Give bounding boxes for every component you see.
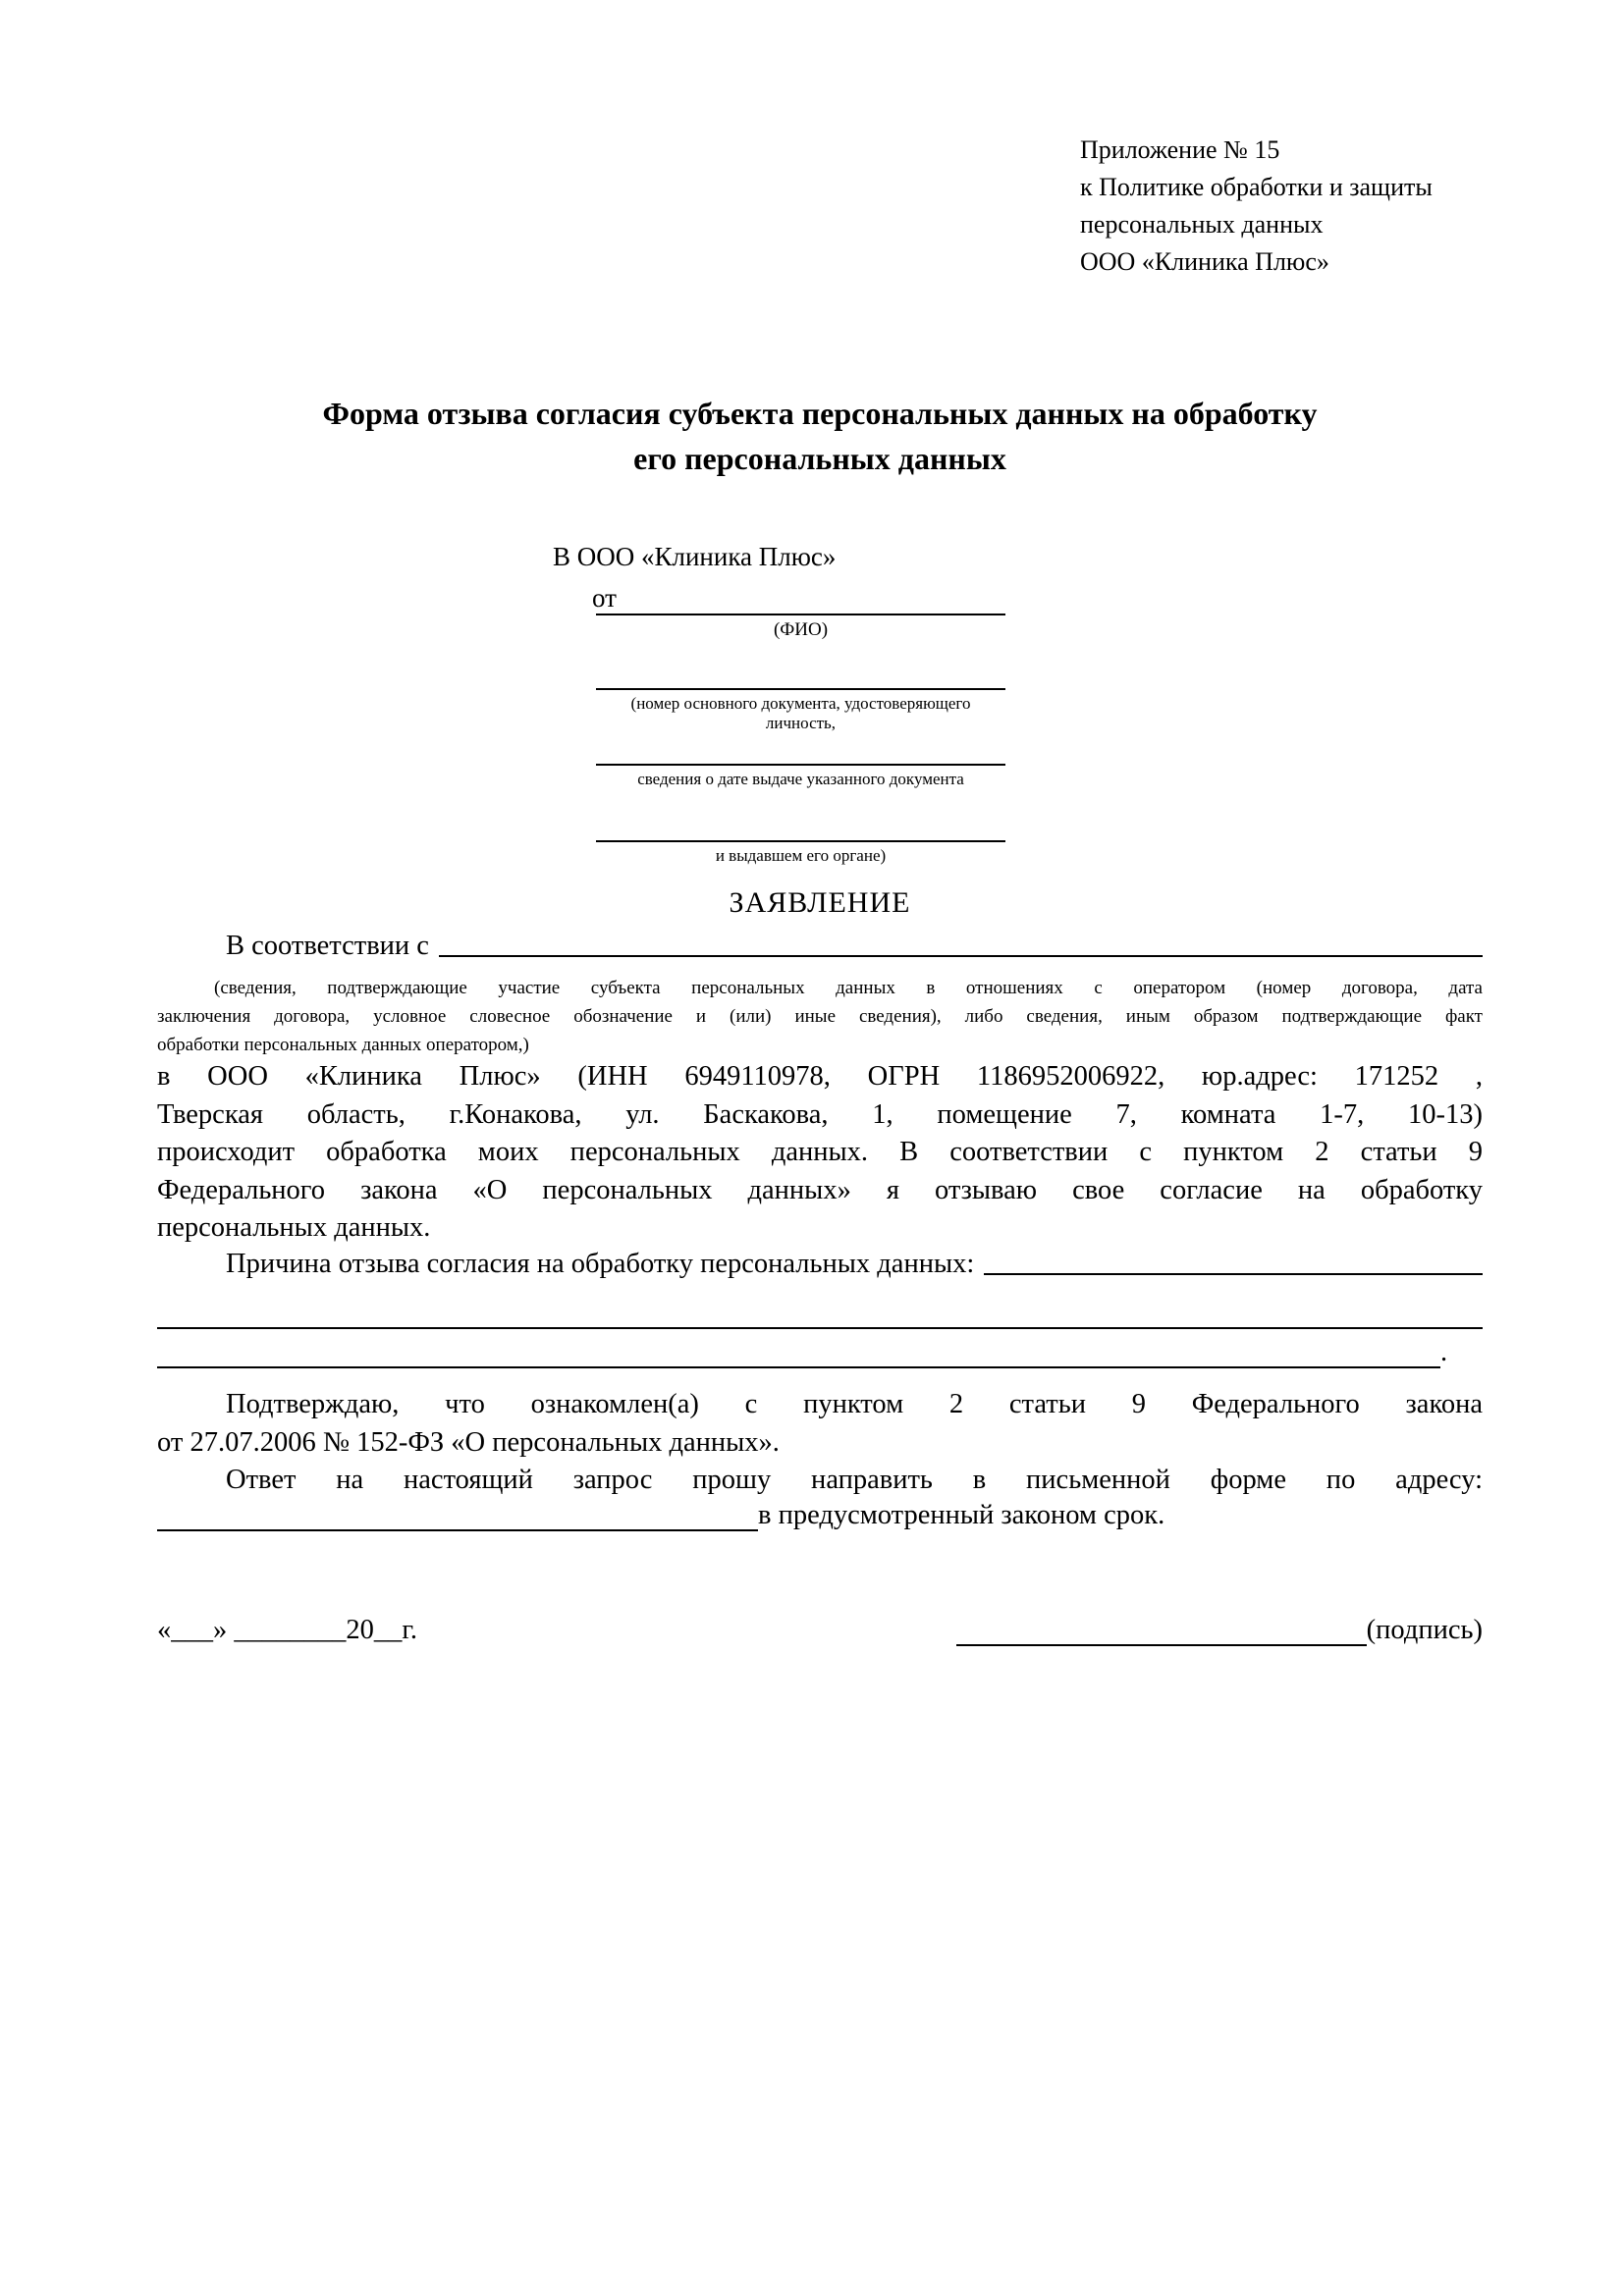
reason-row: [157, 1249, 1483, 1280]
reason-blank-line: [984, 1249, 1483, 1275]
body-line-4: Федерального закона «О персональных данных» я отзываю свое согласие на обработку: [157, 1174, 1483, 1205]
issuing-authority-caption: и выдавшем его органе): [715, 846, 887, 865]
reason-blank-line-3: [157, 1333, 1483, 1368]
confirm-line-2: от 27.07.2006 № 152-ФЗ «О персональных данных».: [157, 1426, 780, 1458]
appendix-policy-line: к Политике обработки и защиты: [1080, 173, 1433, 201]
intro-row: [157, 931, 1483, 962]
fio-blank-line: [596, 614, 1005, 615]
confirm-line-1: Подтверждаю, что ознакомлен(а) с пунктом 2 статьи 9 Федерального закона: [226, 1389, 1483, 1419]
paragraph-indent: [157, 931, 226, 962]
reason-blank-line-2: [157, 1327, 1483, 1329]
body-line-3: происходит обработка моих персональных данных. В соответствии с пунктом 2 статьи 9: [157, 1137, 1483, 1167]
document-number-caption: (номер основного документа, удостоверяющего личность,: [630, 694, 971, 732]
appendix-policy-line2: персональных данных: [1080, 210, 1324, 239]
appendix-header: [1080, 132, 1433, 281]
blank-line-terminator: .: [1440, 1337, 1448, 1367]
note-line-1: (сведения, подтверждающие участие субъекта персональных данных в отношениях с оператором (номер договора, дата: [214, 978, 1483, 998]
statement-body: [157, 1058, 1483, 1248]
address-blank-line: [157, 1496, 758, 1531]
signature-blank-line: [956, 1615, 1367, 1646]
title-line-1: Форма отзыва согласия субъекта персональных данных на обработку: [322, 396, 1318, 431]
addressee-organization: В ООО «Клиника Плюс»: [553, 542, 837, 571]
reason-prefix: Причина отзыва согласия на обработку персональных данных:: [226, 1249, 975, 1279]
paragraph-indent: [157, 1249, 226, 1280]
body-line-5: персональных данных.: [157, 1212, 431, 1243]
date-blank: «___» ________20__г.: [157, 1615, 417, 1645]
reply-suffix: в предусмотренный законом срок.: [758, 1500, 1165, 1530]
statement-heading: ЗАЯВЛЕНИЕ: [729, 886, 911, 919]
reply-address-row: [157, 1496, 1483, 1531]
body-line-1: в ООО «Клиника Плюс» (ИНН 6949110978, ОГРН 1186952006922, юр.адрес: 171252 ,: [157, 1061, 1483, 1092]
body-line-2: Тверская область, г.Конакова, ул. Баскакова, 1, помещение 7, комната 1-7, 10-13): [157, 1098, 1483, 1130]
intro-prefix: В соответствии с: [226, 931, 429, 961]
issue-date-blank-line: [596, 764, 1005, 766]
signature-caption: (подпись): [1366, 1615, 1483, 1645]
addressee-from-label: от: [592, 583, 617, 613]
signature-area: [956, 1615, 1483, 1646]
fio-caption: (ФИО): [773, 619, 829, 640]
title-line-2: его персональных данных: [633, 441, 1006, 476]
document-number-blank-line: [596, 688, 1005, 690]
intro-blank-line: [439, 931, 1483, 957]
signature-row: [157, 1615, 1483, 1646]
confirmation-paragraph: [157, 1386, 1483, 1462]
issue-date-caption: сведения о дате выдаче указанного документа: [637, 770, 964, 788]
explanatory-note: [157, 974, 1483, 1059]
appendix-number: Приложение № 15: [1080, 135, 1280, 164]
issuing-authority-blank-line: [596, 840, 1005, 842]
document-title: [157, 391, 1483, 481]
reason-blank-line-3-rule: [157, 1333, 1440, 1368]
note-line-3: обработки персональных данных оператором,): [157, 1035, 529, 1055]
appendix-org-name: ООО «Клиника Плюс»: [1080, 247, 1329, 276]
reply-request-line: Ответ на настоящий запрос прошу направить в письменной форме по адресу:: [226, 1465, 1483, 1495]
note-line-2: заключения договора, условное словесное обозначение и (или) иные сведения), либо сведения, иным образом подтверждающие факт: [157, 1006, 1483, 1027]
